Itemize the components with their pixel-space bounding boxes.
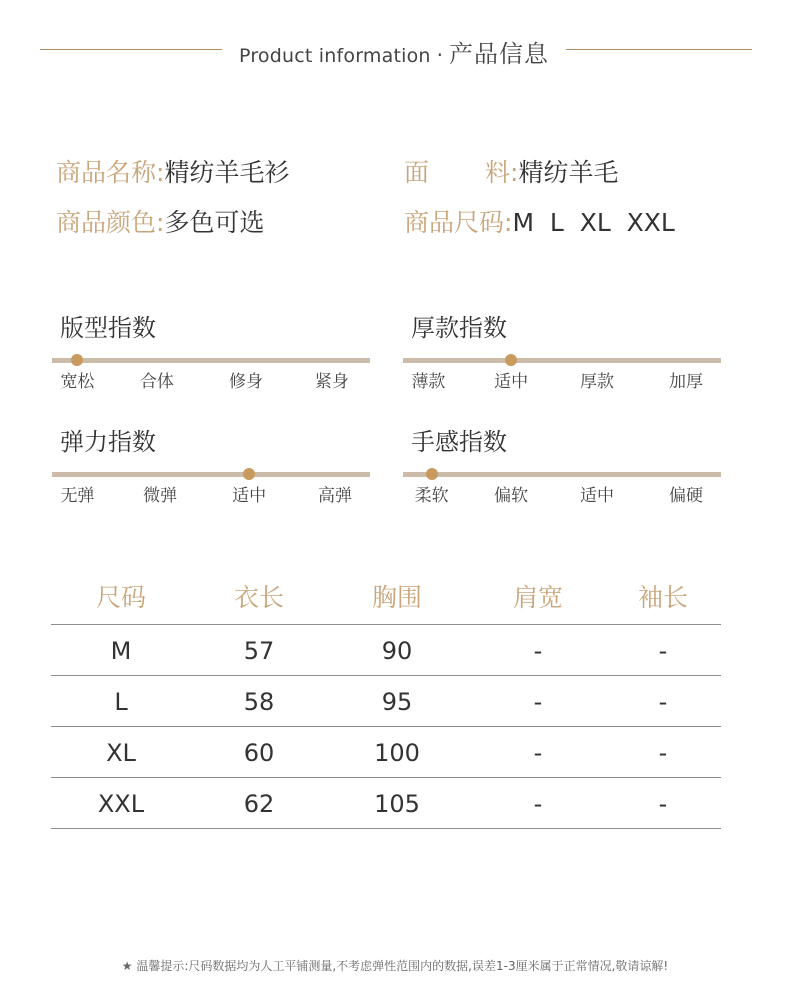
index-thickness <box>403 312 721 393</box>
table-cell: 100 <box>374 739 420 767</box>
index-marker <box>426 468 438 480</box>
index-track <box>52 472 370 477</box>
table-cell: 62 <box>243 790 275 818</box>
info-value: M L XL XXL <box>512 208 675 237</box>
info-value: 精纺羊毛 <box>518 158 619 187</box>
index-option: 微弹 <box>143 486 178 506</box>
index-hand-feel <box>403 426 721 507</box>
table-row <box>51 778 721 829</box>
table-header-cell: 衣长 <box>233 583 284 612</box>
table-cell: - <box>658 739 668 767</box>
info-label: 商品尺码: <box>404 208 513 237</box>
info-label <box>404 158 518 187</box>
table-cell: 90 <box>381 637 413 665</box>
table-cell: - <box>658 688 668 716</box>
table-cell: 58 <box>243 688 275 716</box>
header-title-cn: 产品信息 <box>449 40 549 68</box>
size-table <box>51 576 721 829</box>
table-cell: 57 <box>243 637 275 665</box>
index-option: 宽松 <box>60 372 95 392</box>
index-option: 无弹 <box>60 486 95 506</box>
index-labels <box>52 367 370 393</box>
table-cell: M <box>110 637 132 665</box>
table-header-cell: 袖长 <box>637 583 688 612</box>
header-divider-left <box>40 49 222 50</box>
index-title: 弹力指数 <box>60 428 156 456</box>
index-labels <box>403 481 721 507</box>
table-row <box>51 676 721 727</box>
info-material <box>404 158 618 188</box>
index-track <box>403 358 721 363</box>
table-cell: 105 <box>374 790 420 818</box>
table-header-cell: 胸围 <box>371 583 422 612</box>
table-cell: - <box>533 739 543 767</box>
table-cell: - <box>658 790 668 818</box>
header-title-en: Product information <box>239 45 431 67</box>
index-elasticity <box>52 426 370 507</box>
section-header <box>0 34 790 74</box>
index-labels <box>52 481 370 507</box>
index-track <box>403 472 721 477</box>
info-label: 商品颜色: <box>56 208 165 237</box>
table-cell: - <box>533 790 543 818</box>
index-option: 适中 <box>494 372 529 392</box>
info-label-part: 面 <box>404 158 430 187</box>
index-marker <box>71 354 83 366</box>
index-title: 手感指数 <box>411 428 507 456</box>
info-label: 商品名称: <box>56 158 165 187</box>
index-option: 高弹 <box>318 486 353 506</box>
info-color <box>56 208 264 238</box>
index-option: 偏硬 <box>669 486 704 506</box>
index-option: 适中 <box>579 486 614 506</box>
info-label-part: 料: <box>485 158 519 187</box>
index-fit <box>52 312 370 393</box>
index-track <box>52 358 370 363</box>
table-cell: - <box>658 637 668 665</box>
index-option: 紧身 <box>314 372 349 392</box>
index-title: 版型指数 <box>60 314 156 342</box>
index-option: 加厚 <box>669 372 704 392</box>
index-option: 修身 <box>228 372 263 392</box>
header-separator: · <box>436 43 443 67</box>
table-row <box>51 625 721 676</box>
table-cell: XL <box>106 739 136 767</box>
table-cell: 60 <box>243 739 275 767</box>
table-row <box>51 727 721 778</box>
table-header-cell: 肩宽 <box>512 583 563 612</box>
table-cell: - <box>533 637 543 665</box>
info-size <box>404 208 675 238</box>
index-option: 厚款 <box>579 372 614 392</box>
index-option: 薄款 <box>411 372 446 392</box>
table-cell: XXL <box>97 790 145 818</box>
index-marker <box>243 468 255 480</box>
info-product-name <box>56 158 289 188</box>
index-option: 偏软 <box>494 486 529 506</box>
table-header-row <box>51 576 721 625</box>
index-option: 柔软 <box>414 486 449 506</box>
index-marker <box>505 354 517 366</box>
table-cell: L <box>114 688 128 716</box>
header-title <box>222 34 566 69</box>
table-cell: 95 <box>381 688 413 716</box>
info-value: 多色可选 <box>164 208 265 237</box>
index-labels <box>403 367 721 393</box>
table-header-cell: 尺码 <box>95 583 146 612</box>
table-cell: - <box>533 688 543 716</box>
info-value: 精纺羊毛衫 <box>164 158 290 187</box>
index-option: 适中 <box>232 486 267 506</box>
size-disclaimer: ★ 温馨提示:尺码数据均为人工平铺测量,不考虑弹性范围内的数据,误差1-3厘米属于正常情况,敬请谅解! <box>121 959 669 973</box>
index-option: 合体 <box>139 372 174 392</box>
header-divider-right <box>566 49 752 50</box>
index-title: 厚款指数 <box>411 314 507 342</box>
